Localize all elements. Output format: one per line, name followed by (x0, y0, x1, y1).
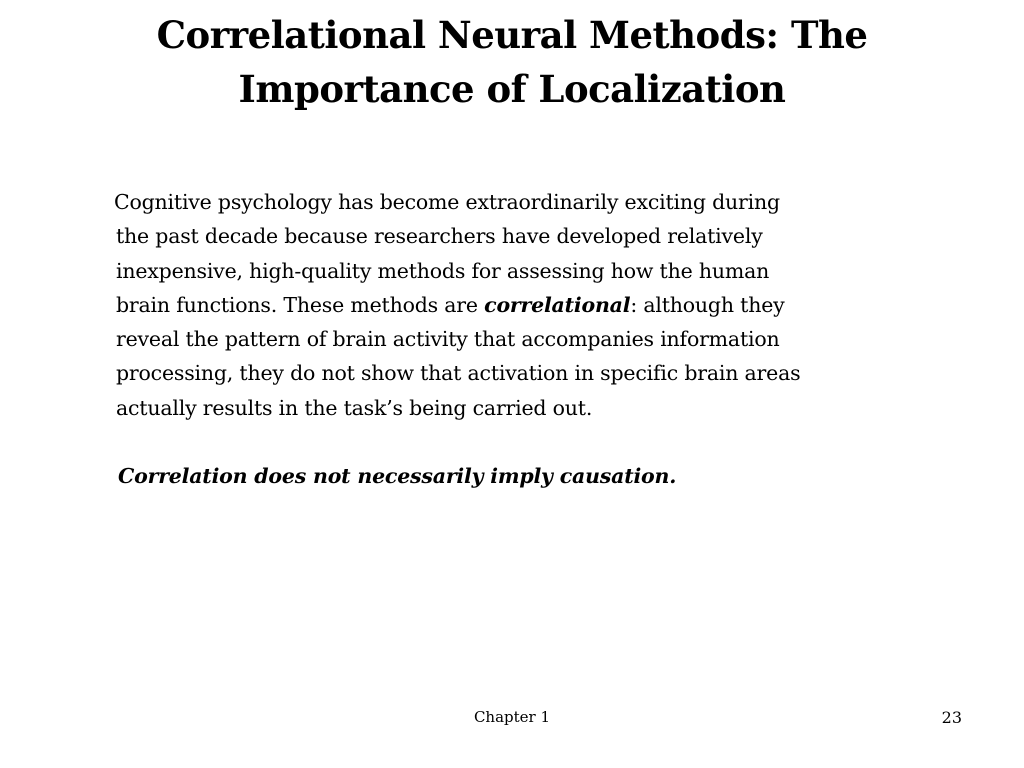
slide-title-line-1: Correlational Neural Methods: The (156, 13, 868, 57)
slide-body (114, 185, 968, 493)
paragraph-line-5: reveal the pattern of brain activity that accompanies information (116, 327, 780, 352)
body-paragraph (114, 185, 968, 425)
paragraph-spacer (118, 425, 968, 459)
paragraph-line-3: inexpensive, high-quality methods for assessing how the human (116, 258, 770, 283)
paragraph-line-6: processing, they do not show that activation in specific brain areas (116, 361, 801, 386)
paragraph-line-4 (118, 288, 968, 322)
slide-title-line-2: Importance of Localization (238, 67, 786, 111)
paragraph-line-7: actually results in the task’s being carried out. (116, 395, 593, 420)
slide-title (40, 8, 984, 116)
footer-chapter: Chapter 1 (473, 708, 551, 726)
callout-statement: Correlation does not necessarily imply causation. (118, 464, 677, 489)
paragraph-line-2: the past decade because researchers have developed relatively (116, 224, 763, 249)
paragraph-line-4-end: : although they (630, 292, 785, 317)
paragraph-line-4-start: brain functions. These methods are (116, 292, 485, 317)
emphasized-term: correlational (484, 292, 631, 317)
footer-page-number: 23 (941, 708, 962, 727)
paragraph-line-1: Cognitive psychology has become extraordinarily exciting during (114, 190, 780, 214)
